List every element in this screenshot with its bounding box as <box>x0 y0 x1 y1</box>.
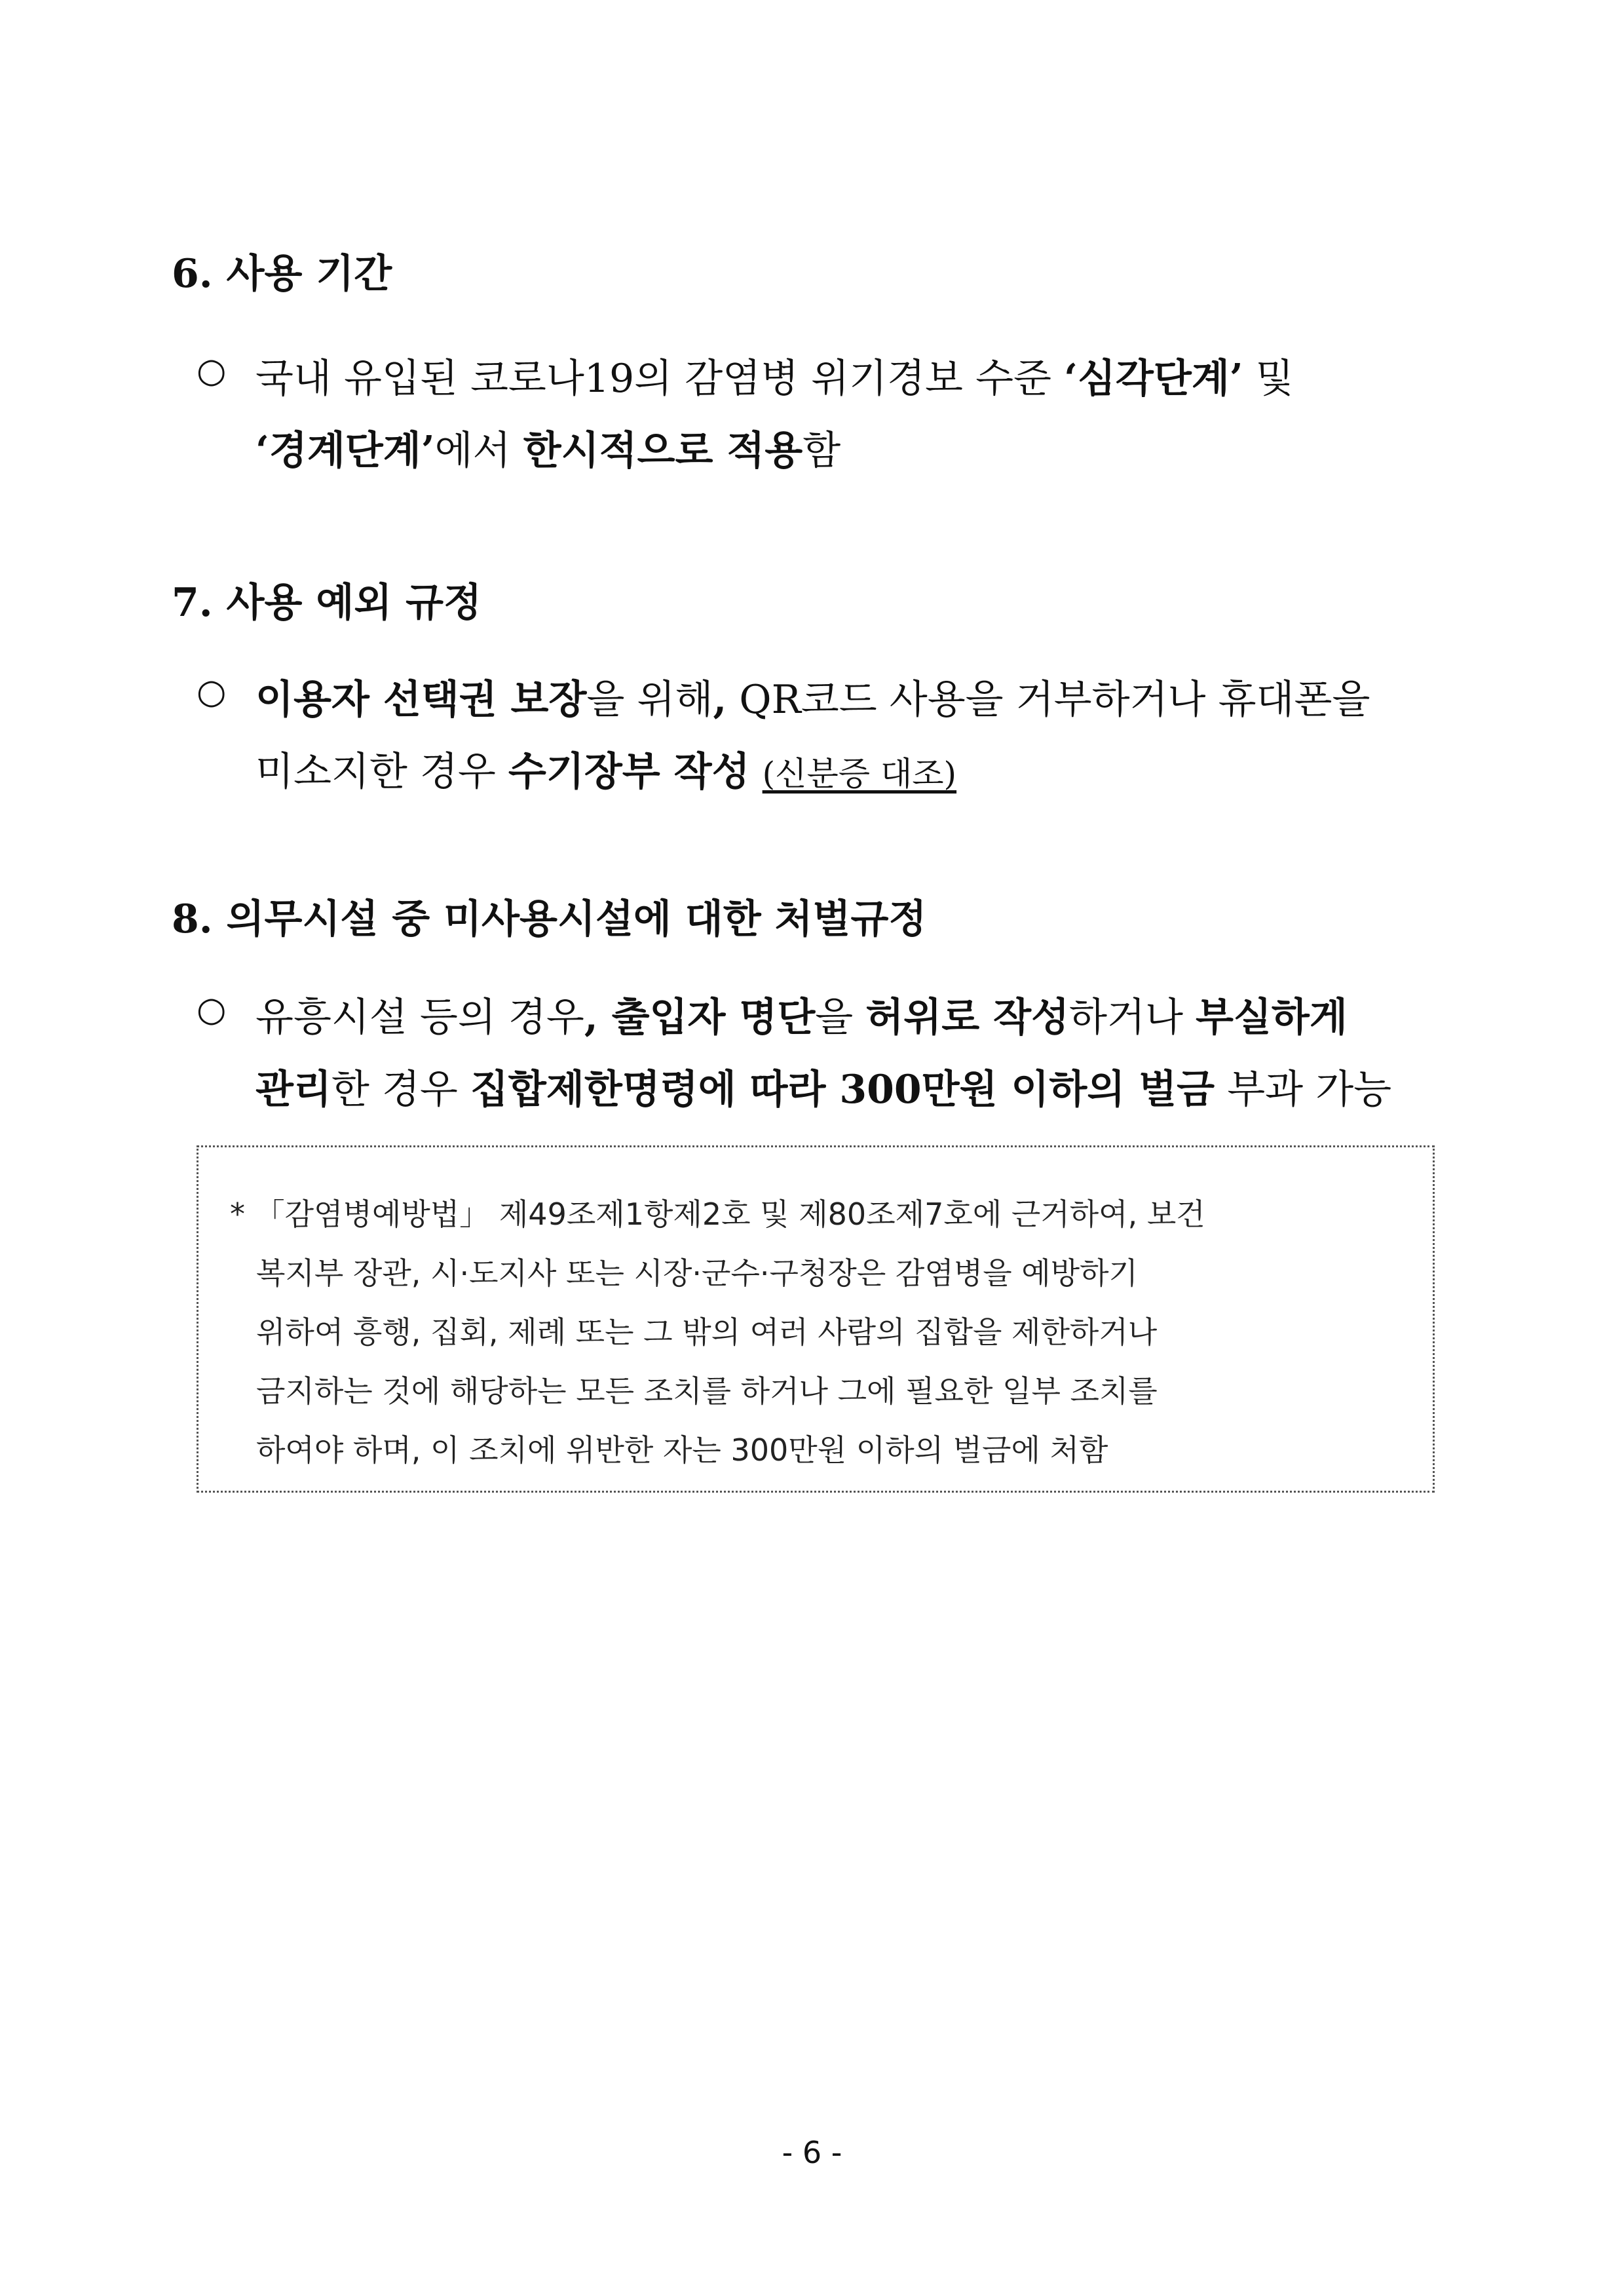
page-number: - 6 - <box>782 2135 842 2170</box>
section-6-line-2: ‘경계단계’에서 한시적으로 적용함 <box>255 428 841 474</box>
section-8-line-1: 유흥시설 등의 경우, 출입자 명단을 허위로 작성하거나 부실하게 <box>255 995 1348 1041</box>
section-6-line-1: 국내 유입된 코로나19의 감염병 위기경보 수준 ‘심각단계’ 및 <box>255 356 1294 402</box>
section-8-line-2: 관리한 경우 집합제한명령에 따라 300만원 이하의 벌금 부과 가능 <box>255 1067 1392 1113</box>
id-check-note: (신분증 대조) <box>762 755 957 793</box>
note-line-3: 위하여 흥행, 집회, 제례 또는 그 밖의 여러 사람의 집합을 제한하거나 <box>256 1314 1158 1350</box>
note-line-2: 복지부 장관, 시·도지사 또는 시장·군수·구청장은 감염병을 예방하기 <box>256 1255 1138 1291</box>
section-8-heading: 8. 의무시설 중 미사용시설에 대한 처벌규정 <box>172 896 927 942</box>
note-line-4: 금지하는 것에 해당하는 모든 조치를 하거나 그에 필요한 일부 조치를 <box>256 1373 1158 1409</box>
circle-bullet-icon: ○ <box>197 990 227 1029</box>
legal-note-box <box>197 1145 1435 1493</box>
section-7-heading: 7. 사용 예외 규정 <box>172 580 482 626</box>
circle-bullet-icon: ○ <box>197 351 227 391</box>
section-6-heading: 6. 사용 기간 <box>172 251 392 297</box>
section-7-line-1: 이용자 선택권 보장을 위해, QR코드 사용을 거부하거나 휴대폰을 <box>255 677 1370 723</box>
circle-bullet-icon: ○ <box>197 672 227 712</box>
note-line-1: * 「감염병예방법」 제49조제1항제2호 및 제80조제7호에 근거하여, 보건 <box>230 1196 1205 1232</box>
section-7-line-2: 미소지한 경우 수기장부 작성 (신분증 대조) <box>255 749 957 795</box>
note-line-5: 하여야 하며, 이 조치에 위반한 자는 300만원 이하의 벌금에 처함 <box>256 1432 1108 1468</box>
